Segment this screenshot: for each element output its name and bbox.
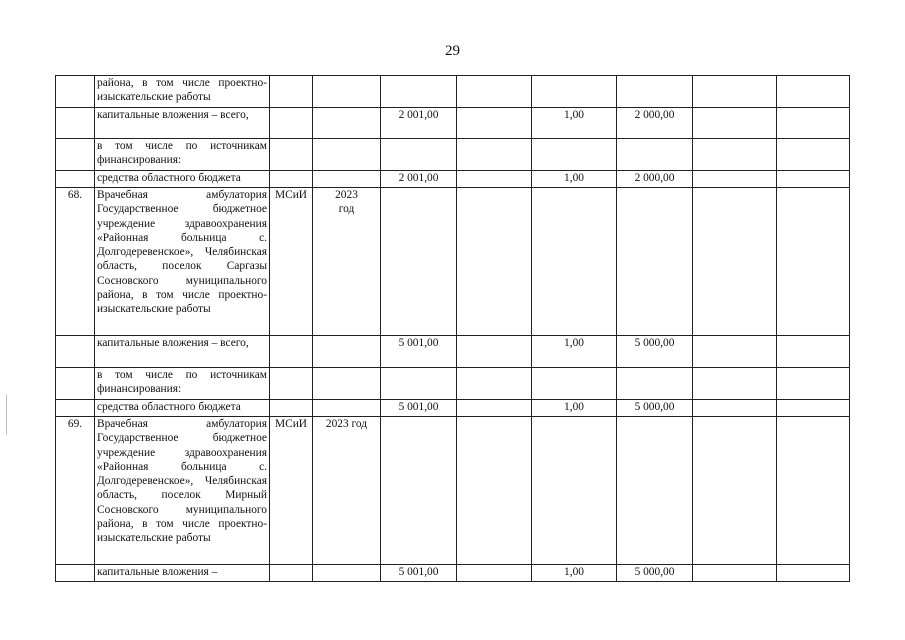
row-col5 <box>457 188 532 336</box>
row-number <box>56 108 95 139</box>
row-total: 5 001,00 <box>381 565 457 582</box>
table-row <box>56 188 850 336</box>
row-col7 <box>617 368 693 400</box>
row-department <box>270 565 313 582</box>
row-name: в том числе по источникам финансирования: <box>95 368 270 400</box>
row-year <box>313 171 381 188</box>
row-year <box>313 108 381 139</box>
table-row <box>56 171 850 188</box>
row-number <box>56 400 95 417</box>
row-department: МСиИ <box>270 188 313 336</box>
row-col9 <box>777 417 850 565</box>
row-col8 <box>693 417 777 565</box>
row-number: 68. <box>56 188 95 336</box>
row-col8 <box>693 565 777 582</box>
row-col5 <box>457 76 532 108</box>
row-col9 <box>777 565 850 582</box>
row-year <box>313 400 381 417</box>
row-col7: 5 000,00 <box>617 336 693 368</box>
row-name: капитальные вложения – всего, <box>95 108 270 139</box>
row-name: Врачебная амбулатория Государственное бюджетное учреждение здравоохранения «Районная больница с. Долгодеревенское», Челябинская область, поселок Мирный Сосновского муниципального района, в том числе проектно-изыскательские работы <box>95 417 270 565</box>
row-department <box>270 336 313 368</box>
row-name: капитальные вложения – <box>95 565 270 582</box>
row-year <box>313 336 381 368</box>
row-total: 5 001,00 <box>381 336 457 368</box>
table-row <box>56 565 850 582</box>
budget-table <box>55 75 850 582</box>
row-year: 2023 год <box>313 417 381 565</box>
row-department <box>270 76 313 108</box>
row-col6 <box>532 188 617 336</box>
row-col9 <box>777 139 850 171</box>
table-row <box>56 336 850 368</box>
row-number <box>56 336 95 368</box>
row-col8 <box>693 336 777 368</box>
row-col5 <box>457 171 532 188</box>
row-col5 <box>457 368 532 400</box>
row-col6 <box>532 139 617 171</box>
table-row <box>56 76 850 108</box>
row-department <box>270 400 313 417</box>
row-department <box>270 108 313 139</box>
row-col6 <box>532 76 617 108</box>
row-name: в том числе по источникам финансирования: <box>95 139 270 171</box>
row-year <box>313 76 381 108</box>
row-year <box>313 565 381 582</box>
row-col5 <box>457 336 532 368</box>
row-col8 <box>693 368 777 400</box>
row-col5 <box>457 108 532 139</box>
row-number <box>56 76 95 108</box>
row-col7 <box>617 417 693 565</box>
row-col9 <box>777 76 850 108</box>
row-name: района, в том числе проектно-изыскательские работы <box>95 76 270 108</box>
row-col5 <box>457 417 532 565</box>
row-col9 <box>777 188 850 336</box>
row-col5 <box>457 565 532 582</box>
row-col9 <box>777 336 850 368</box>
row-number <box>56 139 95 171</box>
margin-scan-line <box>6 395 7 435</box>
row-total <box>381 139 457 171</box>
row-col7: 5 000,00 <box>617 565 693 582</box>
row-col6 <box>532 417 617 565</box>
row-col8 <box>693 400 777 417</box>
row-col7 <box>617 139 693 171</box>
row-col7: 2 000,00 <box>617 171 693 188</box>
row-total: 2 001,00 <box>381 171 457 188</box>
row-col6: 1,00 <box>532 108 617 139</box>
table-row <box>56 368 850 400</box>
row-year <box>313 139 381 171</box>
row-total <box>381 368 457 400</box>
row-col8 <box>693 139 777 171</box>
row-name: Врачебная амбулатория Государственное бюджетное учреждение здравоохранения «Районная больница с. Долгодеревенское», Челябинская область, поселок Саргазы Сосновского муниципального района, в том числе проектно-изыскательские работы <box>95 188 270 336</box>
table-row <box>56 108 850 139</box>
row-total: 2 001,00 <box>381 108 457 139</box>
row-department: МСиИ <box>270 417 313 565</box>
table-row <box>56 139 850 171</box>
row-total <box>381 417 457 565</box>
row-col7 <box>617 188 693 336</box>
row-col9 <box>777 171 850 188</box>
row-department <box>270 139 313 171</box>
row-col8 <box>693 108 777 139</box>
row-col9 <box>777 400 850 417</box>
row-name: средства областного бюджета <box>95 171 270 188</box>
row-col5 <box>457 139 532 171</box>
row-number <box>56 565 95 582</box>
row-year <box>313 368 381 400</box>
row-col8 <box>693 76 777 108</box>
row-col6: 1,00 <box>532 336 617 368</box>
row-total: 5 001,00 <box>381 400 457 417</box>
table-row <box>56 417 850 565</box>
row-col6: 1,00 <box>532 400 617 417</box>
row-total <box>381 188 457 336</box>
row-total <box>381 76 457 108</box>
row-col6: 1,00 <box>532 171 617 188</box>
row-col8 <box>693 171 777 188</box>
row-col6: 1,00 <box>532 565 617 582</box>
row-department <box>270 368 313 400</box>
row-name: капитальные вложения – всего, <box>95 336 270 368</box>
row-number: 69. <box>56 417 95 565</box>
row-col9 <box>777 108 850 139</box>
row-number <box>56 368 95 400</box>
row-name: средства областного бюджета <box>95 400 270 417</box>
row-col9 <box>777 368 850 400</box>
row-col5 <box>457 400 532 417</box>
row-col7 <box>617 76 693 108</box>
page-number: 29 <box>445 43 460 59</box>
row-col7: 2 000,00 <box>617 108 693 139</box>
table-row <box>56 400 850 417</box>
row-number <box>56 171 95 188</box>
row-department <box>270 171 313 188</box>
row-year: 2023 год <box>313 188 381 336</box>
row-col8 <box>693 188 777 336</box>
row-col6 <box>532 368 617 400</box>
row-col7: 5 000,00 <box>617 400 693 417</box>
